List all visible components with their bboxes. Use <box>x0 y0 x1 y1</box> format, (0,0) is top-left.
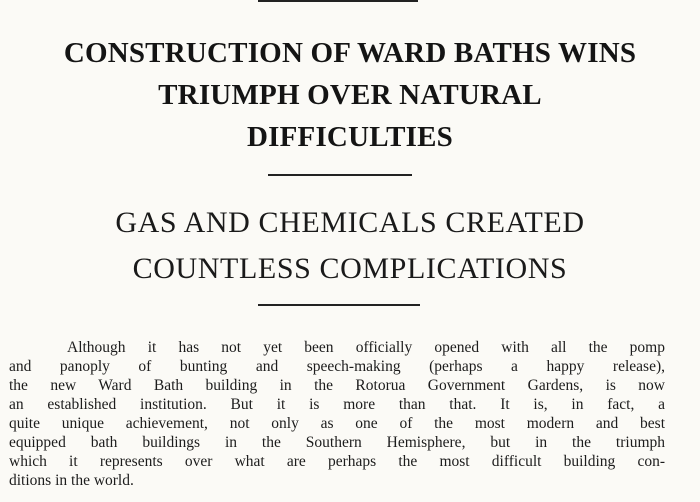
bottom-rule <box>258 304 420 306</box>
top-rule <box>258 0 418 2</box>
article-body <box>9 338 665 490</box>
body-line-8: ditions in the world. <box>9 472 134 489</box>
subheadline <box>0 200 700 292</box>
middle-rule <box>268 174 412 176</box>
body-line-3: the new Ward Bath building in the Rotorua Government Gardens, is now <box>9 377 665 394</box>
headline-line-3: DIFFICULTIES <box>246 121 453 153</box>
subheadline-line-1: GAS AND CHEMICALS CREATED <box>115 206 585 239</box>
headline-line-1: CONSTRUCTION OF WARD BATHS WINS <box>63 37 637 69</box>
body-line-4: an established institution. But it is more than that. It is, in fact, a <box>9 396 665 413</box>
body-line-5: quite unique achievement, not only as one of the most modern and best <box>9 415 665 432</box>
subheadline-line-2: COUNTLESS COMPLICATIONS <box>132 252 568 285</box>
body-line-6: equipped bath buildings in the Southern Hemisphere, but in the triumph <box>9 434 665 451</box>
headline-line-2: TRIUMPH OVER NATURAL <box>158 79 542 111</box>
body-line-2: and panoply of bunting and speech-making (perhaps a happy release), <box>9 358 665 375</box>
body-line-7: which it represents over what are perhaps the most difficult building con- <box>9 453 665 470</box>
headline <box>0 32 700 158</box>
body-line-1: Although it has not yet been officially opened with all the pomp <box>67 339 665 356</box>
